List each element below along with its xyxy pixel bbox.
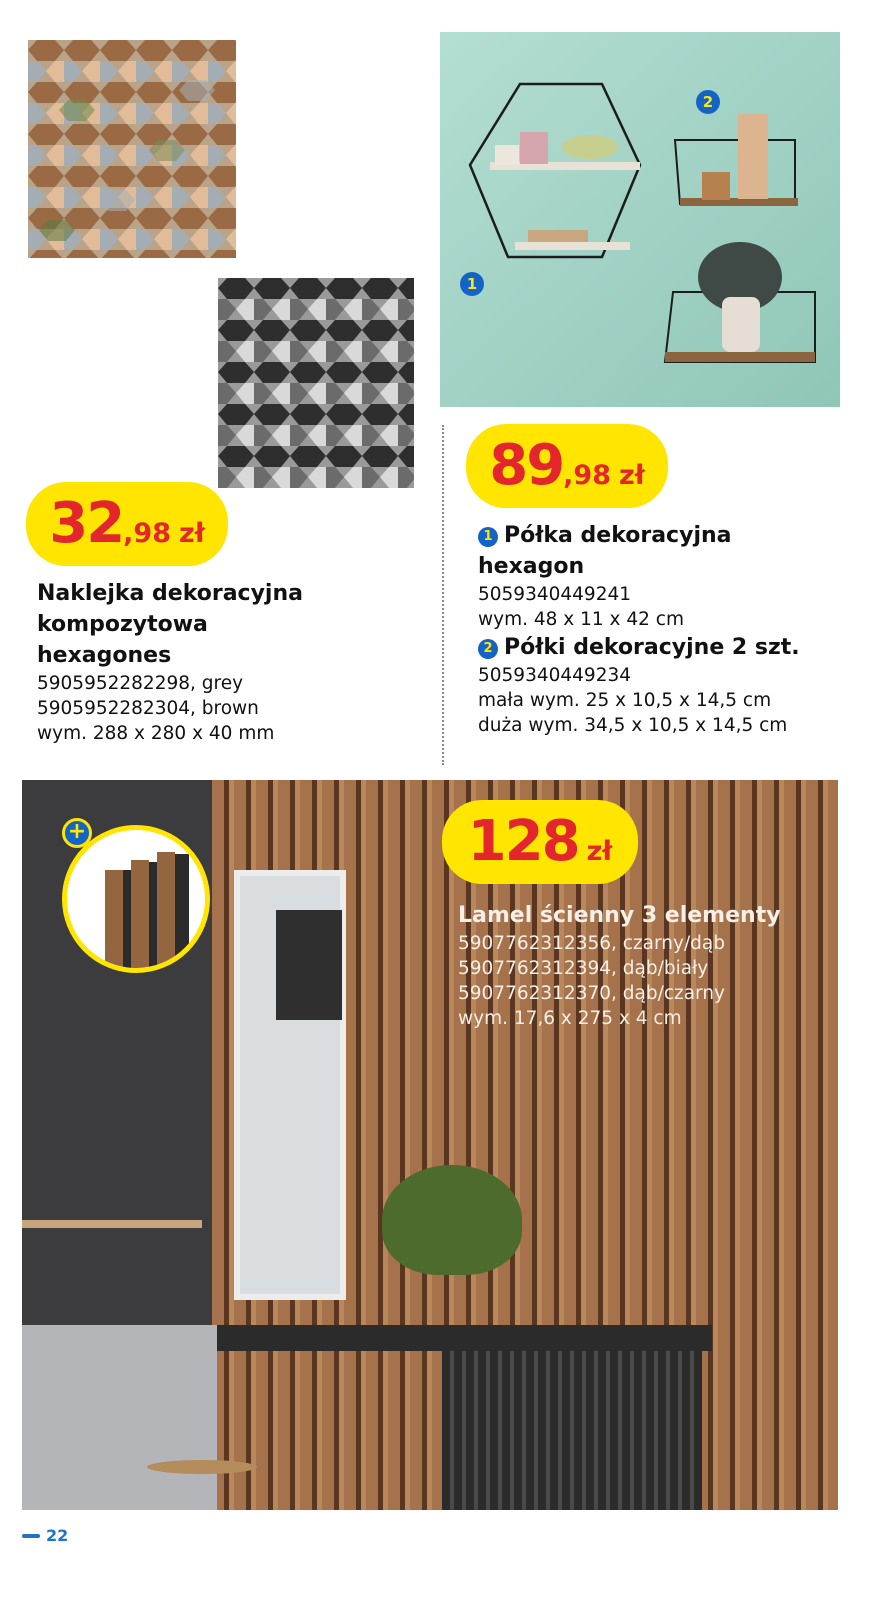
- hex-tile-grey-image: [218, 278, 414, 488]
- product-info-polki: [478, 520, 878, 738]
- price-currency: zł: [179, 518, 205, 549]
- product-info-naklejka: [37, 578, 437, 746]
- product-ean-dab-czarny: 5907762312370, dąb/czarny: [458, 983, 726, 1004]
- product-title-line: hexagones: [37, 643, 172, 668]
- product-dimensions-small: mała wym. 25 x 10,5 x 14,5 cm: [478, 690, 772, 711]
- product-title-line: Naklejka dekoracyjna: [37, 581, 303, 606]
- price-main: 128: [467, 809, 579, 874]
- item-badge-1: 1: [478, 527, 498, 547]
- product-ean-dab-bialy: 5907762312394, dąb/biały: [458, 958, 709, 979]
- zoom-detail-image: [62, 825, 210, 973]
- hex-tile-brown-image: [28, 40, 236, 258]
- product-title-line: [478, 520, 878, 551]
- page-number-dash: [22, 1534, 40, 1538]
- product-title-line: hexagon: [478, 554, 585, 579]
- product-ean: 5059340449241: [478, 584, 632, 605]
- price-badge-polki: [466, 424, 668, 508]
- photo-badge-2: 2: [696, 90, 720, 114]
- product-ean-brown: 5905952282304, brown: [37, 698, 259, 719]
- item-badge-2: 2: [478, 639, 498, 659]
- product-dimensions-large: duża wym. 34,5 x 10,5 x 14,5 cm: [478, 715, 788, 736]
- price-badge-lamel: [442, 800, 638, 884]
- product-title-text: Półka dekoracyjna: [504, 523, 732, 548]
- product-info-lamel: [458, 900, 838, 1031]
- price-decimal: ,98: [563, 460, 612, 491]
- price-currency: zł: [619, 460, 645, 491]
- product-title-line: kompozytowa: [37, 612, 208, 637]
- price-currency: zł: [586, 836, 613, 867]
- product-ean-czarny-dab: 5907762312356, czarny/dąb: [458, 933, 726, 954]
- shelf: [22, 1220, 202, 1228]
- page-number: [22, 1526, 68, 1545]
- price-decimal: ,98: [123, 518, 172, 549]
- plant: [382, 1165, 522, 1275]
- table-top: [217, 1325, 712, 1351]
- stool: [147, 1460, 257, 1474]
- plus-icon: +: [62, 818, 92, 848]
- product-dimensions: wym. 288 x 280 x 40 mm: [37, 723, 275, 744]
- price-main: 89: [489, 433, 564, 498]
- blind: [276, 910, 342, 1020]
- product-title-line: Lamel ścienny 3 elementy: [458, 903, 781, 928]
- price-main: 32: [49, 491, 124, 556]
- kitchen-photo: [22, 780, 838, 1510]
- photo-badge-1: 1: [460, 272, 484, 296]
- product-ean-grey: 5905952282298, grey: [37, 673, 244, 694]
- column-divider: [442, 425, 444, 765]
- price-badge-naklejka: [26, 482, 228, 566]
- product-title-text: Półki dekoracyjne 2 szt.: [504, 635, 800, 660]
- product-dimensions: wym. 17,6 x 275 x 4 cm: [458, 1008, 682, 1029]
- product-dimensions: wym. 48 x 11 x 42 cm: [478, 609, 684, 630]
- cabinet: [22, 1325, 217, 1510]
- page-number-text: 22: [46, 1526, 69, 1545]
- shelves-photo: [440, 32, 840, 407]
- table-base: [442, 1351, 702, 1510]
- product-ean: 5059340449234: [478, 665, 632, 686]
- product-title-line: [478, 632, 878, 663]
